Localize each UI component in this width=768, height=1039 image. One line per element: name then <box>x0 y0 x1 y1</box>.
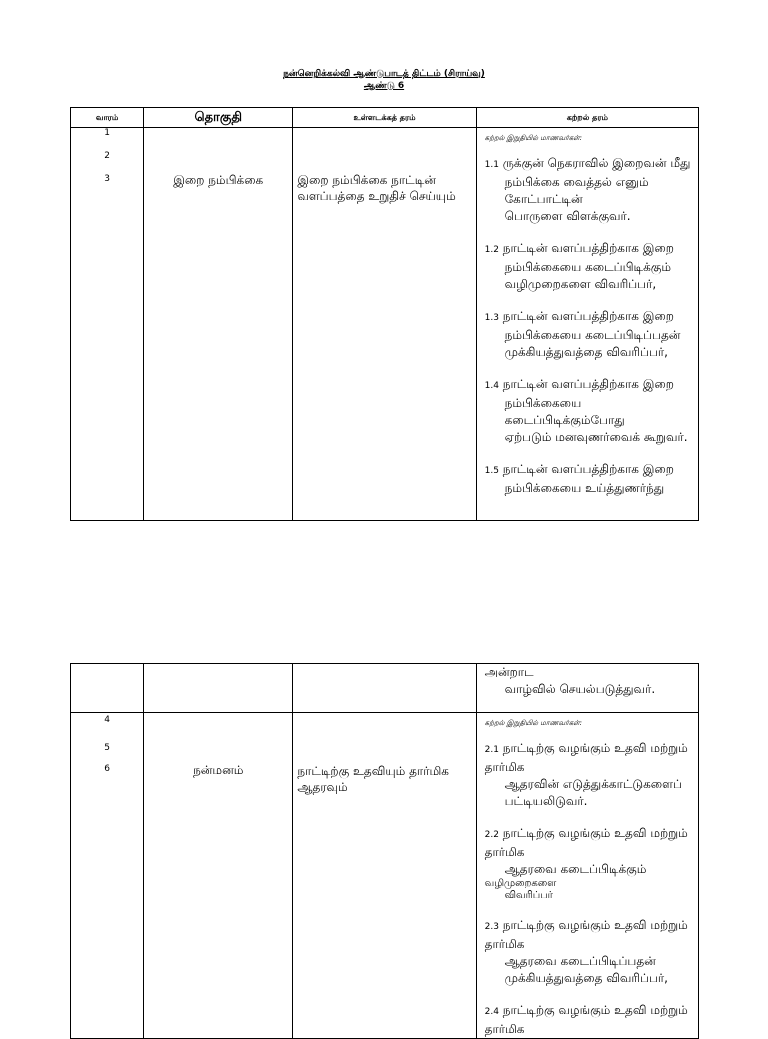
learning-standard-item <box>485 240 694 293</box>
standard-text: நம்பிக்கையை கடைப்பிடிப்பதன் <box>504 328 681 342</box>
standard-number: 2.3 <box>484 922 499 932</box>
learning-standard-cell <box>476 713 698 1039</box>
week-number: 2 <box>104 151 110 161</box>
header-week: வாரம் <box>71 108 144 128</box>
standard-text: வழிமுறைகளை <box>484 878 557 889</box>
empty-cell <box>71 664 144 713</box>
document-title: நன்னெறிக்கல்வி ஆண்டுபாடத் திட்டம் (சிராய்வு) <box>283 69 485 79</box>
week-number: 5 <box>104 743 110 753</box>
standard-text: ஆதரவை கடைப்பிடிப்பதன் <box>504 954 656 968</box>
content-standard-cell: நாட்டிற்கு உதவியும் தார்மிக ஆதரவும் <box>293 713 476 1039</box>
standard-number: 2.1 <box>484 745 499 755</box>
standard-text: நம்பிக்கையை கடைப்பிடிக்கும்போது <box>504 396 625 427</box>
week-number: 6 <box>104 764 110 774</box>
learning-intro: கற்றல் இறுதியில் மாணவர்கள்: <box>484 719 582 727</box>
standard-text: ஏற்படும் மனவுணர்வைக் கூறுவர். <box>504 430 688 444</box>
header-learning-standard: கற்றல் தரம் <box>476 108 698 128</box>
header-topic: தொகுதி <box>144 108 293 128</box>
learning-intro: கற்றல் இறுதியில் மாணவர்கள்: <box>484 134 582 142</box>
empty-cell <box>144 664 293 713</box>
standard-text: நாட்டிற்கு வழங்கும் உதவி மற்றும் தார்மிக <box>484 826 688 859</box>
standard-text: பொருளை விளக்குவர். <box>504 209 631 223</box>
learning-standard-cell <box>476 664 698 713</box>
header-content-standard: உள்ளடக்கத் தரம் <box>293 108 476 128</box>
learning-standard-item <box>485 917 694 987</box>
standard-text: பட்டியலிடுவர். <box>504 794 588 808</box>
learning-standard-item <box>485 308 694 361</box>
standard-text: ஆதரவின் எடுத்துக்காட்டுகளைப் <box>504 777 682 791</box>
header-row <box>71 108 699 128</box>
week-cell <box>71 128 144 521</box>
week-number: 1 <box>104 128 110 138</box>
lesson-plan-table-2 <box>70 663 699 1039</box>
standard-text: நாட்டின் வளப்பத்திற்காக இறை <box>502 377 674 391</box>
standard-number: 1.4 <box>484 381 499 391</box>
continuation-text: அன்றாட <box>484 665 534 679</box>
lesson-plan-table-1 <box>70 107 699 521</box>
topic-cell: நன்மனம் <box>144 713 293 1039</box>
table-row <box>71 713 699 1039</box>
standard-text: நாட்டிற்கு வழங்கும் உதவி மற்றும் தார்மிக <box>484 741 688 774</box>
week-number: 4 <box>104 715 110 725</box>
learning-standard-item <box>485 825 694 902</box>
document-subtitle: ஆண்டு 6 <box>363 81 405 91</box>
standard-number: 2.2 <box>484 830 499 840</box>
standard-text: நாட்டின் வளப்பத்திற்காக இறை <box>502 309 674 323</box>
empty-cell <box>293 664 476 713</box>
learning-standard-item <box>485 740 694 810</box>
standard-text: நம்பிக்கையை உய்த்துணர்ந்து <box>504 481 665 495</box>
standard-text: விவரிப்பர் <box>504 890 553 901</box>
standard-text: ஆதரவை கடைப்பிடிக்கும் <box>504 862 647 876</box>
topic-cell: இறை நம்பிக்கை <box>144 128 293 521</box>
learning-standard-item <box>485 1002 694 1038</box>
content-standard-cell: இறை நம்பிக்கை நாட்டின் வளப்பத்தை உறுதிச் செய்யும் <box>293 128 476 521</box>
standard-text: நாட்டிற்கு வழங்கும் உதவி மற்றும் தார்மிக <box>484 1003 688 1036</box>
standard-text: வழிமுறைகளை விவரிப்பர், <box>504 277 657 291</box>
standard-number: 2.4 <box>484 1007 499 1017</box>
standard-text: நாட்டின் வளப்பத்திற்காக இறை <box>502 241 674 255</box>
table-row <box>71 128 699 521</box>
learning-standard-item <box>485 376 694 446</box>
continuation-text: வாழ்வில் செயல்படுத்துவர். <box>504 682 656 696</box>
standard-number: 1.1 <box>484 160 499 170</box>
standard-number: 1.5 <box>484 466 499 476</box>
continuation-row <box>71 664 699 713</box>
standard-text: நாட்டின் வளப்பத்திற்காக இறை <box>502 462 674 476</box>
standard-text: நாட்டிற்கு வழங்கும் உதவி மற்றும் தார்மிக <box>484 918 688 951</box>
learning-standard-cell <box>476 128 698 521</box>
learning-standard-item <box>485 461 694 497</box>
standard-text: நம்பிக்கை வைத்தல் எனும் கோட்பாட்டின் <box>504 175 649 206</box>
standard-number: 1.2 <box>484 245 499 255</box>
standard-text: முக்கியத்துவத்தை விவரிப்பர், <box>504 345 668 359</box>
standard-text: முக்கியத்துவத்தை விவரிப்பர், <box>504 971 668 985</box>
learning-standard-item <box>485 155 694 225</box>
standard-text: நம்பிக்கையை கடைப்பிடிக்கும் <box>504 260 672 274</box>
week-cell <box>71 713 144 1039</box>
week-number: 3 <box>104 174 110 184</box>
standard-number: 1.3 <box>484 313 499 323</box>
standard-text: ருக்குன் நெகராவில் இறைவன் மீது <box>502 156 691 170</box>
